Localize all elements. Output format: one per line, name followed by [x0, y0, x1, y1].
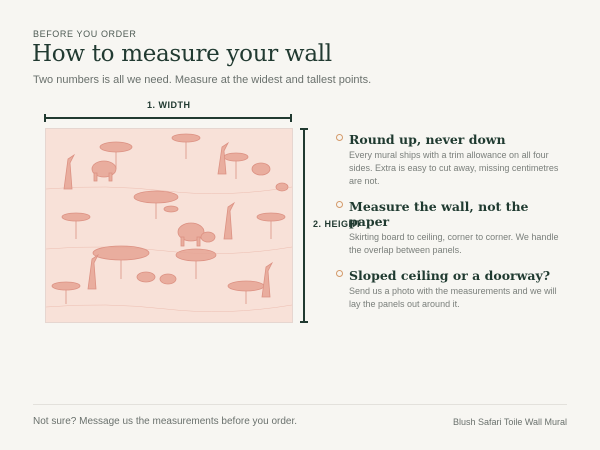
tip-title: Measure the wall, not the paper — [349, 199, 529, 229]
footer-note: Not sure? Message us the measurements before you order. — [33, 416, 298, 427]
tips-list — [336, 132, 566, 322]
tip-item — [336, 268, 566, 311]
bullet-circle-icon — [336, 201, 343, 208]
page-subtitle: Two numbers is all we need. Measure at the widest and tallest points. — [33, 74, 372, 86]
bullet-circle-icon — [336, 134, 343, 141]
product-name: Blush Safari Toile Wall Mural — [452, 417, 567, 427]
height-dimension-line — [300, 128, 308, 323]
width-label: 1. WIDTH — [147, 100, 191, 110]
tip-title: Round up, never down — [349, 132, 506, 147]
tip-item — [336, 199, 566, 257]
mural-preview-image — [45, 128, 293, 323]
footer-divider — [33, 404, 567, 405]
tip-body: Skirting board to ceiling, corner to corner. We handle the overlap between panels. — [349, 232, 559, 255]
tip-title: Sloped ceiling or a doorway? — [349, 268, 551, 283]
tip-body: Send us a photo with the measurements and we will lay the panels out around it. — [349, 286, 557, 309]
width-dimension-line — [44, 114, 292, 122]
bullet-circle-icon — [336, 270, 343, 277]
tip-body: Every mural ships with a trim allowance on all four sides. Extra is easy to cut away, missing centimetres are not. — [349, 150, 559, 186]
page-title: How to measure your wall — [32, 41, 332, 67]
eyebrow: BEFORE YOU ORDER — [33, 29, 137, 39]
height-label: 2. HEIGHT — [313, 219, 362, 229]
tip-item — [336, 132, 566, 188]
